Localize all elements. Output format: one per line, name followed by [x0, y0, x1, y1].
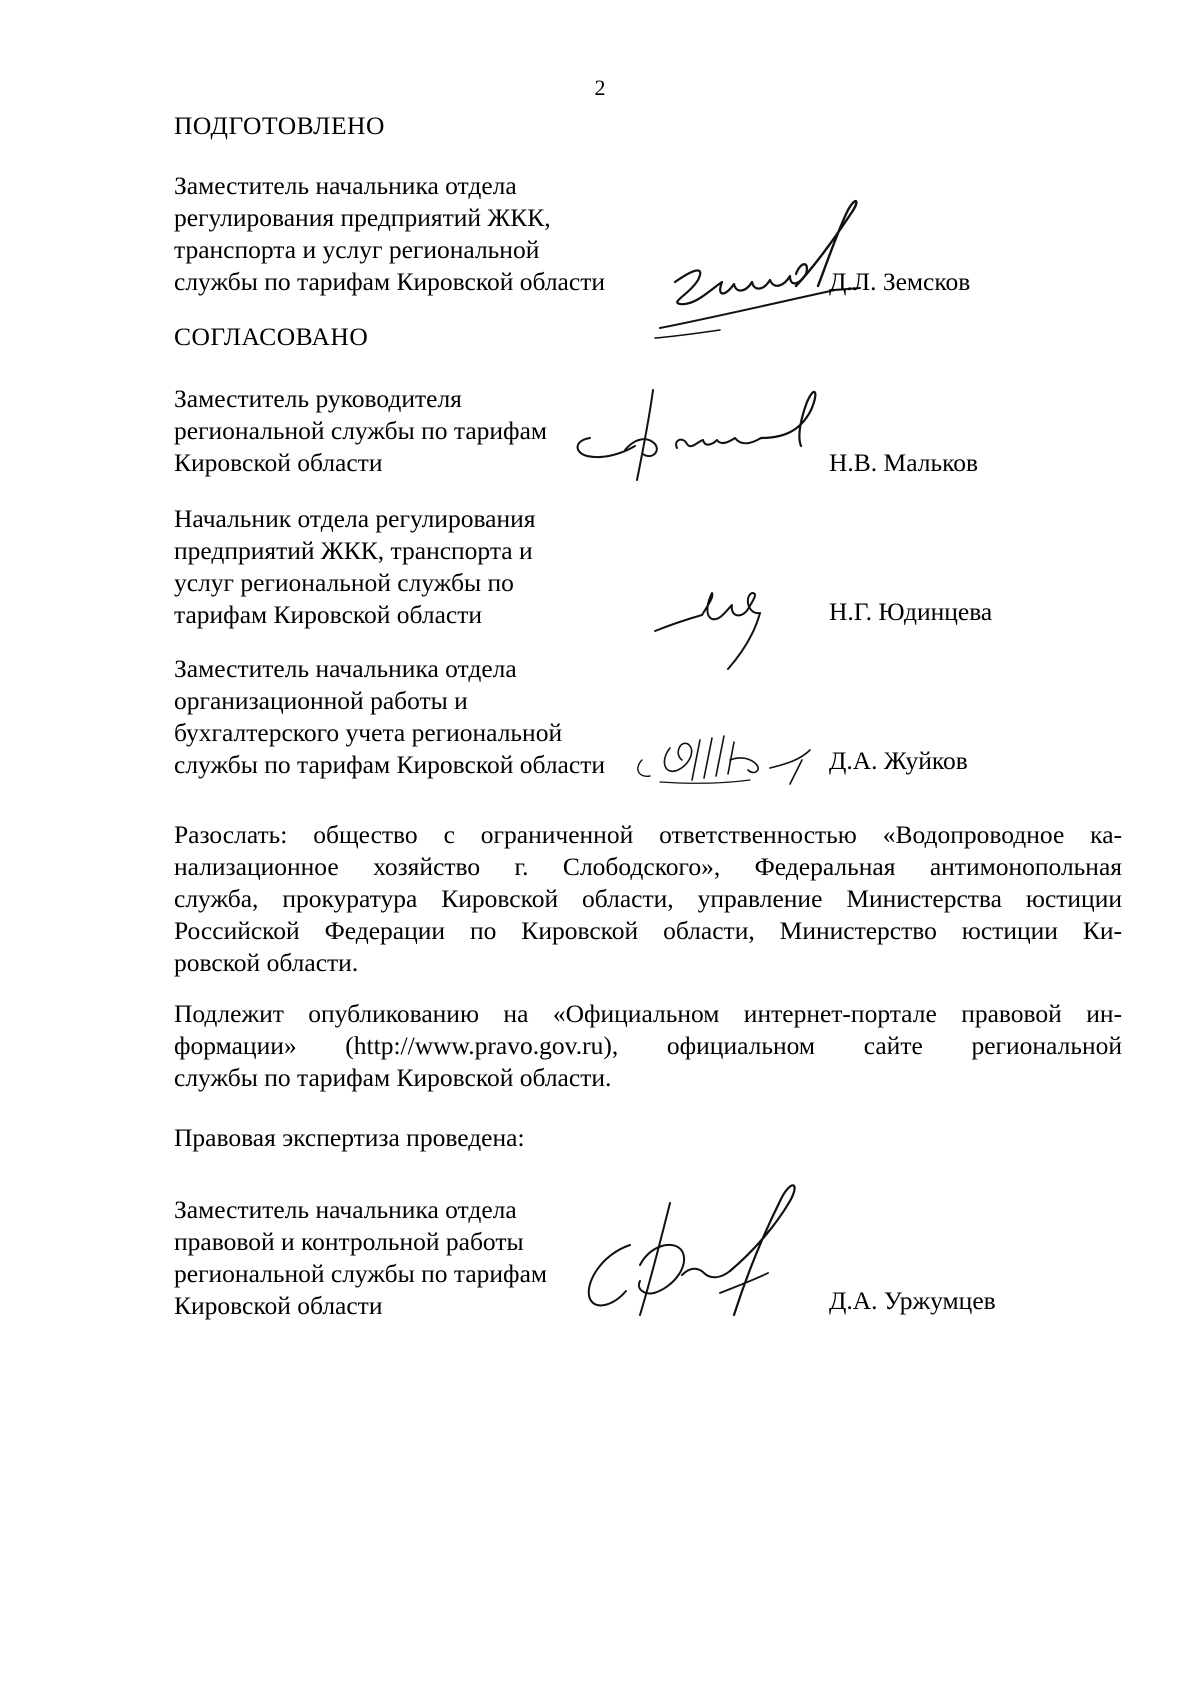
signature-urzhumtsev [570, 1175, 830, 1335]
position-line: услуг региональной службы по [174, 568, 514, 597]
position-line: тарифам Кировской области [174, 600, 482, 629]
agreed-heading: СОГЛАСОВАНО [174, 322, 369, 351]
position-line: Заместитель начальника отдела [174, 1195, 517, 1224]
position-line: службы по тарифам Кировской области [174, 750, 605, 779]
publication-paragraph [174, 998, 1122, 1094]
position-line: службы по тарифам Кировской области [174, 267, 605, 296]
paragraph-line: службы по тарифам Кировской области. [174, 1063, 612, 1092]
position-line: Начальник отдела регулирования [174, 504, 536, 533]
paragraph-line: Разослать: общество с ограниченной ответственностью «Водопроводное ка- [174, 820, 1122, 849]
paragraph-line: служба, прокуратура Кировской области, управление Министерства юстиции [174, 884, 1122, 913]
agreed-position-3 [174, 653, 674, 781]
prepared-position [174, 170, 674, 298]
agreed-position-2 [174, 503, 674, 631]
position-line: Заместитель начальника отдела [174, 654, 517, 683]
prepared-heading: ПОДГОТОВЛЕНО [174, 111, 385, 140]
signatory-name: Д.Л. Земсков [829, 267, 971, 296]
signatory-name: Д.А. Уржумцев [829, 1286, 996, 1315]
position-line: Заместитель руководителя [174, 384, 462, 413]
signatory-name: Н.В. Мальков [829, 448, 979, 477]
paragraph-line: Российской Федерации по Кировской области, Министерство юстиции Ки- [174, 916, 1122, 945]
position-line: Кировской области [174, 448, 383, 477]
legal-review-heading: Правовая экспертиза проведена: [174, 1123, 525, 1152]
position-line: правовой и контрольной работы [174, 1227, 524, 1256]
position-line: Кировской области [174, 1291, 383, 1320]
position-line: организационной работы и [174, 686, 468, 715]
position-line: транспорта и услуг региональной [174, 235, 540, 264]
signatory-name: Н.Г. Юдинцева [829, 597, 993, 626]
paragraph-line: Подлежит опубликованию на «Официальном интернет-портале правовой ин- [174, 999, 1122, 1028]
position-line: региональной службы по тарифам [174, 416, 548, 445]
distribution-paragraph [174, 819, 1122, 979]
signature-malkov [565, 380, 835, 490]
position-line: Заместитель начальника отдела [174, 171, 517, 200]
paragraph-line: ровской области. [174, 948, 359, 977]
signature-zhuikov [630, 720, 830, 800]
position-line: регулирования предприятий ЖКК, [174, 203, 551, 232]
paragraph-line: нализационное хозяйство г. Слободского», Федеральная антимонопольная [174, 852, 1122, 881]
paragraph-line: формации» (http://www.pravo.gov.ru), официальном сайте региональной [174, 1031, 1122, 1060]
page-number: 2 [594, 75, 606, 100]
position-line: бухгалтерского учета региональной [174, 718, 563, 747]
position-line: предприятий ЖКК, транспорта и [174, 536, 533, 565]
signatory-name: Д.А. Жуйков [829, 746, 968, 775]
position-line: региональной службы по тарифам [174, 1259, 548, 1288]
